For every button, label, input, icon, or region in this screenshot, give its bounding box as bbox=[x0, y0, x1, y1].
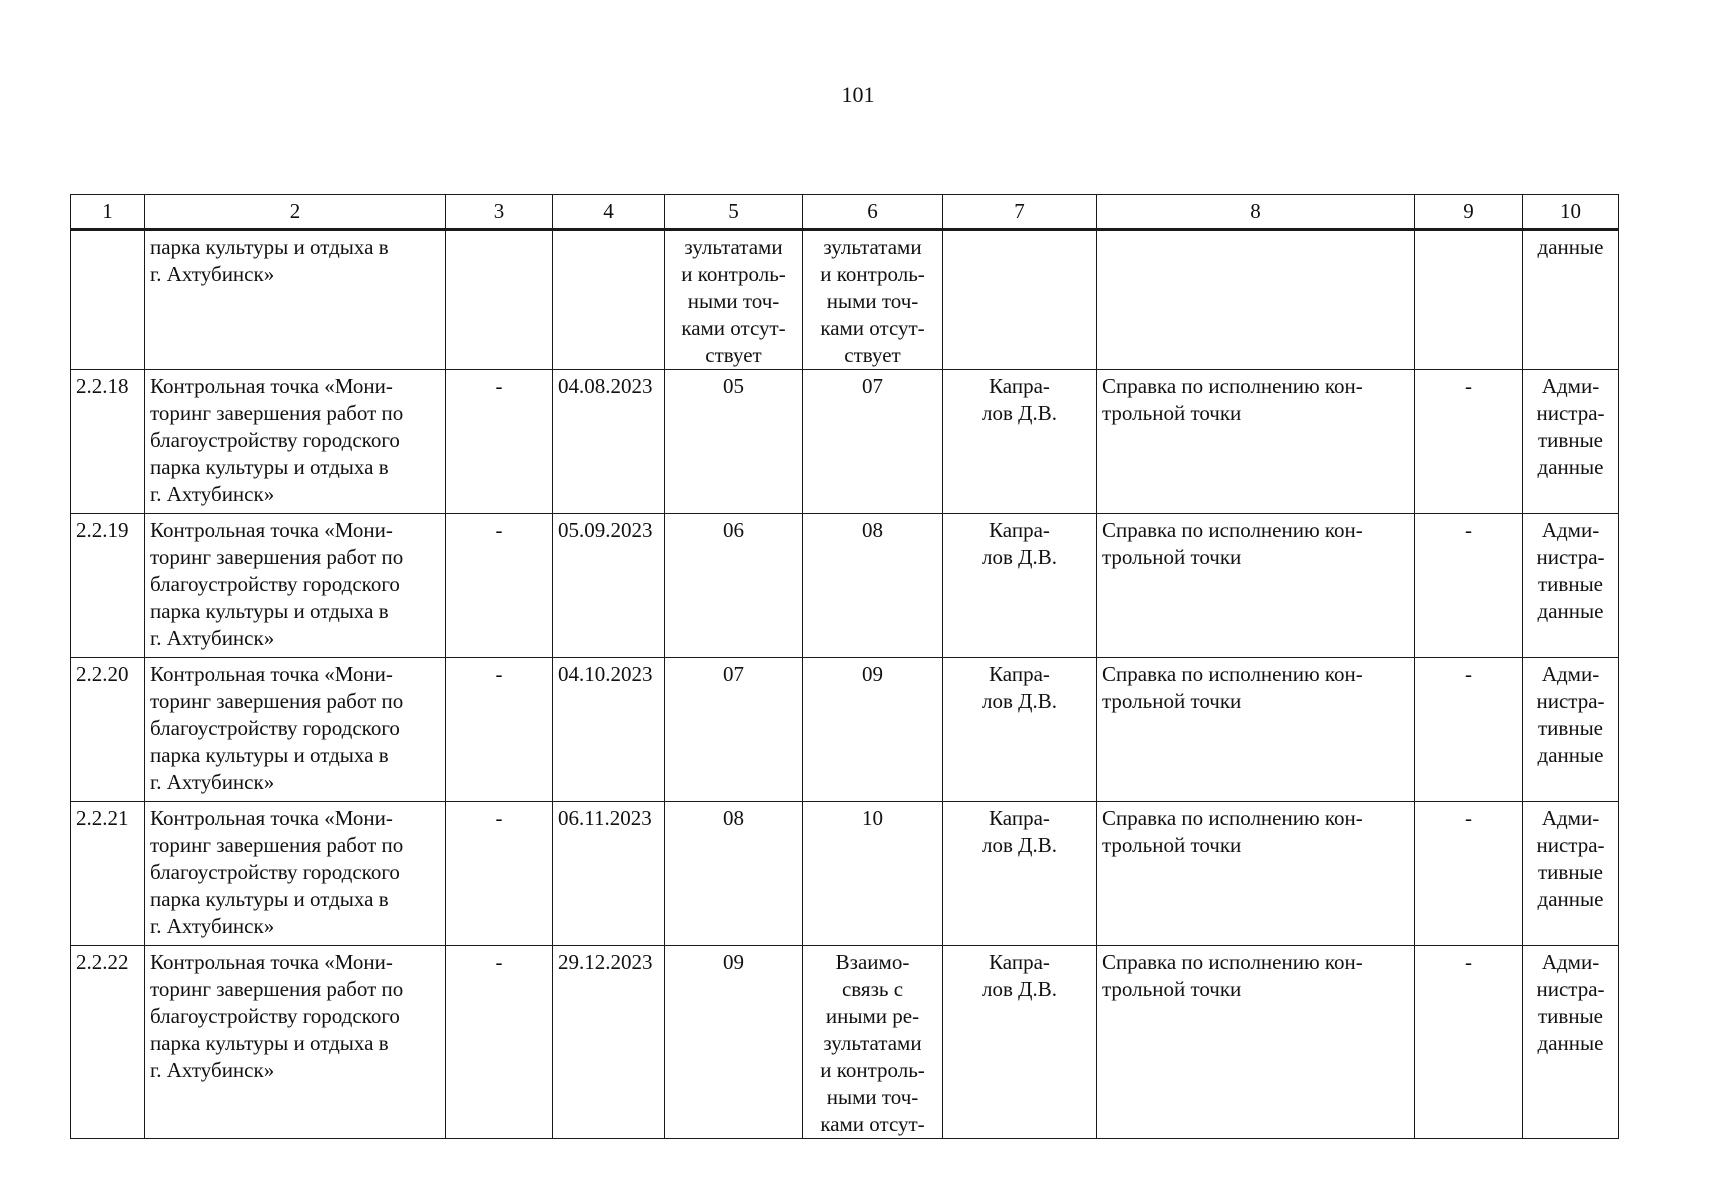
column-header-3: 3 bbox=[446, 195, 553, 230]
cell-responsible bbox=[943, 230, 1097, 370]
cell-col3: - bbox=[446, 802, 553, 946]
cell-responsible: Капра- лов Д.В. bbox=[943, 802, 1097, 946]
cell-responsible: Капра- лов Д.В. bbox=[943, 370, 1097, 514]
cell-col3 bbox=[446, 230, 553, 370]
cell-number bbox=[71, 230, 145, 370]
table-row bbox=[71, 802, 1619, 946]
column-header-5: 5 bbox=[665, 195, 803, 230]
cell-date bbox=[553, 230, 665, 370]
cell-col10: Адми- нистра- тивные данные bbox=[1523, 658, 1619, 802]
column-number-header-row bbox=[71, 195, 1619, 230]
cell-document: Справка по исполнению кон- трольной точки bbox=[1097, 658, 1415, 802]
cell-col9: - bbox=[1415, 658, 1523, 802]
control-points-table bbox=[70, 194, 1619, 1139]
cell-col6: 08 bbox=[803, 514, 943, 658]
cell-col5: 06 bbox=[665, 514, 803, 658]
cell-date: 04.10.2023 bbox=[553, 658, 665, 802]
cell-col5: зультатами и контроль- ными точ- ками отсут- ствует bbox=[665, 230, 803, 370]
cell-name: Контрольная точка «Мони- торинг завершения работ по благоустройству городского парка культуры и отдыха в г. Ахтубинск» bbox=[145, 802, 446, 946]
cell-col3: - bbox=[446, 514, 553, 658]
column-header-2: 2 bbox=[145, 195, 446, 230]
cell-name: Контрольная точка «Мони- торинг завершения работ по благоустройству городского парка культуры и отдыха в г. Ахтубинск» bbox=[145, 946, 446, 1139]
cell-document bbox=[1097, 230, 1415, 370]
cell-col9: - bbox=[1415, 370, 1523, 514]
cell-date: 29.12.2023 bbox=[553, 946, 665, 1139]
cell-col5: 05 bbox=[665, 370, 803, 514]
cell-col5: 09 bbox=[665, 946, 803, 1139]
cell-col9 bbox=[1415, 230, 1523, 370]
cell-number: 2.2.22 bbox=[71, 946, 145, 1139]
cell-number: 2.2.18 bbox=[71, 370, 145, 514]
cell-col5: 08 bbox=[665, 802, 803, 946]
cell-col10: Адми- нистра- тивные данные bbox=[1523, 370, 1619, 514]
cell-document: Справка по исполнению кон- трольной точки bbox=[1097, 946, 1415, 1139]
cell-col6: зультатами и контроль- ными точ- ками отсут- ствует bbox=[803, 230, 943, 370]
cell-col3: - bbox=[446, 370, 553, 514]
cell-name: Контрольная точка «Мони- торинг завершения работ по благоустройству городского парка культуры и отдыха в г. Ахтубинск» bbox=[145, 658, 446, 802]
column-header-8: 8 bbox=[1097, 195, 1415, 230]
cell-col5: 07 bbox=[665, 658, 803, 802]
cell-col6: 10 bbox=[803, 802, 943, 946]
cell-number: 2.2.19 bbox=[71, 514, 145, 658]
cell-col9: - bbox=[1415, 802, 1523, 946]
column-header-6: 6 bbox=[803, 195, 943, 230]
cell-responsible: Капра- лов Д.В. bbox=[943, 946, 1097, 1139]
cell-number: 2.2.20 bbox=[71, 658, 145, 802]
cell-col10: Адми- нистра- тивные данные bbox=[1523, 802, 1619, 946]
cell-date: 05.09.2023 bbox=[553, 514, 665, 658]
cell-name: парка культуры и отдыха в г. Ахтубинск» bbox=[145, 230, 446, 370]
cell-col9: - bbox=[1415, 514, 1523, 658]
page-number: 101 bbox=[841, 82, 875, 107]
cell-name: Контрольная точка «Мони- торинг завершения работ по благоустройству городского парка культуры и отдыха в г. Ахтубинск» bbox=[145, 370, 446, 514]
cell-col10: данные bbox=[1523, 230, 1619, 370]
column-header-10: 10 bbox=[1523, 195, 1619, 230]
column-header-4: 4 bbox=[553, 195, 665, 230]
cell-col10: Адми- нистра- тивные данные bbox=[1523, 514, 1619, 658]
cell-document: Справка по исполнению кон- трольной точки bbox=[1097, 514, 1415, 658]
cell-col3: - bbox=[446, 658, 553, 802]
cell-col6: 09 bbox=[803, 658, 943, 802]
table-row bbox=[71, 514, 1619, 658]
column-header-7: 7 bbox=[943, 195, 1097, 230]
column-header-1: 1 bbox=[71, 195, 145, 230]
cell-date: 06.11.2023 bbox=[553, 802, 665, 946]
cell-document: Справка по исполнению кон- трольной точки bbox=[1097, 802, 1415, 946]
column-header-9: 9 bbox=[1415, 195, 1523, 230]
cell-responsible: Капра- лов Д.В. bbox=[943, 658, 1097, 802]
table-row bbox=[71, 370, 1619, 514]
cell-name: Контрольная точка «Мони- торинг завершения работ по благоустройству городского парка культуры и отдыха в г. Ахтубинск» bbox=[145, 514, 446, 658]
cell-number: 2.2.21 bbox=[71, 802, 145, 946]
table-row bbox=[71, 946, 1619, 1139]
cell-col3: - bbox=[446, 946, 553, 1139]
cell-col6: 07 bbox=[803, 370, 943, 514]
cell-col6: Взаимо- связь с иными ре- зультатами и контроль- ными точ- ками отсут- bbox=[803, 946, 943, 1139]
continuation-row bbox=[71, 230, 1619, 370]
cell-col10: Адми- нистра- тивные данные bbox=[1523, 946, 1619, 1139]
cell-col9: - bbox=[1415, 946, 1523, 1139]
cell-document: Справка по исполнению кон- трольной точки bbox=[1097, 370, 1415, 514]
table-row bbox=[71, 658, 1619, 802]
cell-date: 04.08.2023 bbox=[553, 370, 665, 514]
cell-responsible: Капра- лов Д.В. bbox=[943, 514, 1097, 658]
